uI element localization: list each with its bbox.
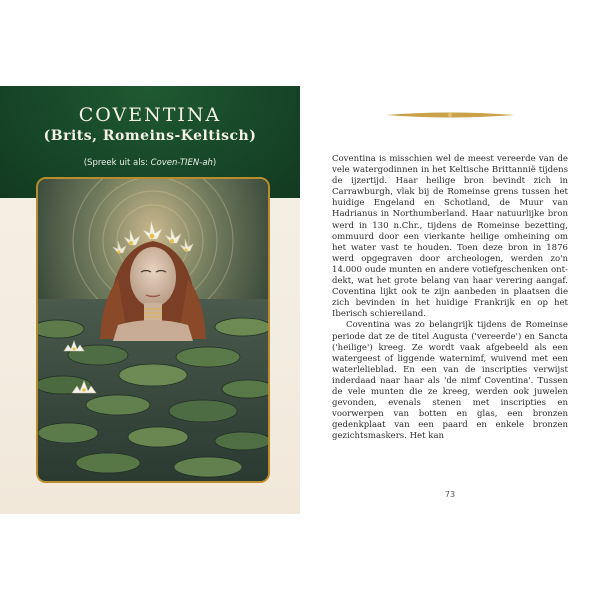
paragraph-2: Coventina was zo belangrijk tijdens de Romeinse periode dat ze de titel Augusta ('vereerde') en Sancta ('heilige') kreeg. Ze wordt vaak afgebeeld als een watergeest of liggende waternimf, wuivend met een waterlelieblad. En een van de inscripties verwijst inderdaad naar haar als 'de nimf Coventina'. Tussen de vele munten die ze kreeg, werden ook juwelen gevonden, evenals stenen met inscripties en voorwerpen van botten en glas, een bronzen gedenkplaat van een paard en enkele bronzen gezichtsmaskers. Het kan — [332, 320, 568, 442]
pronunciation-note — [0, 158, 300, 168]
oracle-card-illustration — [36, 177, 270, 483]
page-number: 73 — [444, 490, 456, 499]
left-page — [0, 86, 300, 514]
page-title: COVENTINA — [78, 104, 222, 126]
paragraph-1: Coventina is misschien wel de meest vereerde van de vele watergodinnen in het Keltische Brittannië tijdens de ijzertijd. Haar heilige bron bevindt zich in Carrawburgh, vlak bij de Romeinse grens tussen het huidige Engeland en Schotland, de Muur van Hadrianus in Northumberland. Haar natuurlijke bron werd in 130 n.Chr., tijdens de Romeinse bezetting, ommuurd door een vierkante heilige omheining om het water vast te houden. Toen deze bron in 1876 werd opgegraven door archeologen, werden zo'n 14.000 oude munten en andere votiefgeschenken ontdekt, wat het grote belang van haar verering aangaf. Coventina lijkt ook te zijn aanbeden in plaatsen die zich bevinden in het huidige Frankrijk en op het Iberisch schiereiland. — [332, 154, 568, 320]
pronunciation-prefix: (Spreek uit als: — [83, 158, 151, 168]
right-page — [300, 86, 600, 514]
ornament-divider-icon — [386, 111, 514, 119]
pronunciation-suffix: ) — [212, 158, 217, 168]
page-subtitle: (Brits, Romeins-Keltisch) — [43, 128, 257, 144]
body-text — [332, 154, 568, 442]
illustration-svg — [38, 179, 268, 481]
pronunciation-word: Coven-TIEN-ah — [150, 158, 213, 168]
